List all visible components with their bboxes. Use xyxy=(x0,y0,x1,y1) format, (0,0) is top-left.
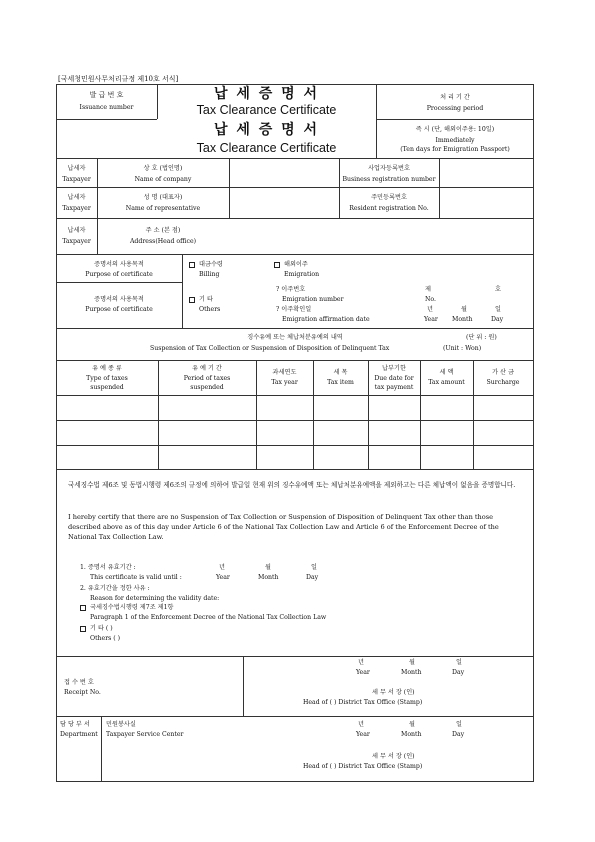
emig-year-en: Year xyxy=(424,316,438,323)
rep-label-ko: 성 명 (대표자) xyxy=(143,194,183,201)
validity-item1-ko: 1. 증명서 유효기간 : xyxy=(80,564,136,571)
issuance-label-en: Issuance number xyxy=(79,104,134,111)
statement-ko: 국세징수법 제6조 및 동법시행령 제6조의 규정에 의하여 발급일 현재 위의 징수유예액 또는 체납처분유예액을 제외하고는 다른 체납액이 없음을 증명합니다. xyxy=(68,481,516,489)
dept-year-en: Year xyxy=(356,731,370,738)
valid-month-en: Month xyxy=(258,574,279,581)
reason-decree-en: Paragraph 1 of the Enforcement Decree of the National Tax Collection Law xyxy=(90,614,327,621)
reason-others-en: Others ( ) xyxy=(90,635,121,642)
emig-year-ko: 년 xyxy=(427,306,433,313)
rep-value-field[interactable] xyxy=(230,188,339,218)
others-checkbox[interactable] xyxy=(189,297,195,303)
resid-label-ko: 주민등록번호 xyxy=(371,194,407,201)
reason-decree-ko: 국세징수법시행령 제7조 제1항 xyxy=(90,604,174,611)
immediate-note: (Ten days for Emigration Passport) xyxy=(400,146,510,153)
receipt-month-ko: 월 xyxy=(409,659,415,666)
col-taxitem-en: Tax item xyxy=(327,379,354,386)
emigration-date-ko: ? 이주확인일 xyxy=(276,306,312,313)
col-amount-ko: 세 액 xyxy=(439,369,454,376)
title-box xyxy=(157,86,376,119)
title-en: Tax Clearance Certificate xyxy=(196,103,337,117)
department-name-ko: 민원봉사실 xyxy=(106,721,136,728)
dept-month-en: Month xyxy=(401,731,422,738)
dept-year-ko: 년 xyxy=(358,721,364,728)
dept-month-ko: 월 xyxy=(409,721,415,728)
processing-label-ko: 처 리 기 간 xyxy=(440,94,470,101)
col-duedate-en: Due date for xyxy=(374,375,414,382)
immediate-en: Immediately xyxy=(435,137,475,144)
receipt-head-en: Head of ( ) District Tax Office (Stamp) xyxy=(303,699,423,706)
col-duedate-en2: tax payment xyxy=(374,384,414,391)
receipt-head-ko: 세 무 서 장 (인) xyxy=(372,689,415,696)
emigration-label-ko: 해외이주 xyxy=(284,261,308,268)
col-taxyear-ko: 과세연도 xyxy=(272,369,297,376)
col-period-en2: suspended xyxy=(190,384,224,391)
form-reference: [국세청민원사무처리규정 제10호 서식] xyxy=(58,75,179,83)
receipt-month-en: Month xyxy=(401,669,422,676)
taxpayer-label-en-3: Taxpayer xyxy=(62,238,91,245)
suspension-title-ko: 징수유예 또는 체납처분유예의 내역 xyxy=(247,334,343,341)
addr-value-field[interactable] xyxy=(230,219,533,254)
taxpayer-label-ko-2: 납세자 xyxy=(67,194,86,201)
col-type-en: Type of taxes xyxy=(86,375,128,382)
title-en-2: Tax Clearance Certificate xyxy=(196,141,337,155)
title-ko-2: 납 세 증 명 서 xyxy=(213,122,320,138)
receipt-label-en: Receipt No. xyxy=(64,689,101,696)
taxpayer-label-en-2: Taxpayer xyxy=(62,205,91,212)
processing-label-en: Processing period xyxy=(426,105,484,112)
emig-month-ko: 월 xyxy=(461,306,467,313)
col-surcharge-en: Surcharge xyxy=(486,379,520,386)
validity-item2-en: Reason for determining the validity date: xyxy=(90,595,220,602)
bizno-value-field[interactable] xyxy=(440,159,533,187)
resid-value-field[interactable] xyxy=(440,188,533,218)
addr-label-ko: 주 소 (본 점) xyxy=(145,227,181,234)
company-label-ko: 상 호 (법인명) xyxy=(143,165,183,172)
emig-day-ko: 일 xyxy=(495,306,501,313)
col-duedate-ko: 납부기한 xyxy=(382,365,406,372)
receipt-year-ko: 년 xyxy=(358,659,364,666)
suspension-title-en: Suspension of Tax Collection or Suspension of Disposition of Delinquent Tax xyxy=(150,345,390,352)
suspension-unit-en: (Unit : Won) xyxy=(443,345,482,352)
dept-day-ko: 일 xyxy=(456,721,462,728)
department-label-ko: 담 당 부 서 xyxy=(60,721,90,728)
no-suffix: 호 xyxy=(495,286,501,293)
others-label-ko: 기 타 xyxy=(199,296,213,303)
reason-others-checkbox[interactable] xyxy=(80,626,86,632)
emigration-number-en: Emigration number xyxy=(282,296,344,303)
billing-label-en: Billing xyxy=(199,271,220,278)
bizno-label-en: Business registration number xyxy=(342,176,436,183)
issuance-label-ko: 발 급 번 호 xyxy=(89,91,124,99)
department-label-en: Department xyxy=(60,731,98,738)
emigration-checkbox[interactable] xyxy=(274,262,280,268)
table-row[interactable] xyxy=(57,421,533,445)
purpose-label-en: Purpose of certificate xyxy=(85,271,153,278)
rep-label-en: Name of representative xyxy=(125,205,201,212)
no-prefix: 제 xyxy=(425,286,431,293)
col-taxyear-en: Tax year xyxy=(271,379,298,386)
others-label-en: Others xyxy=(199,306,221,313)
receipt-year-en: Year xyxy=(356,669,370,676)
col-period-en: Period of taxes xyxy=(183,375,231,382)
suspension-unit-ko: (단 위 : 원) xyxy=(466,334,497,341)
receipt-day-ko: 일 xyxy=(456,659,462,666)
validity-item2-ko: 2. 유효기간을 정한 사유 : xyxy=(80,585,150,592)
reason-decree-checkbox[interactable] xyxy=(80,605,86,611)
dept-head-en: Head of ( ) District Tax Office (Stamp) xyxy=(303,763,423,770)
col-amount-en: Tax amount xyxy=(428,379,465,386)
company-label-en: Name of company xyxy=(134,176,192,183)
validity-item1-en: This certificate is valid until : xyxy=(90,574,182,581)
table-row[interactable] xyxy=(57,396,533,420)
reason-others-ko: 기 타 ( ) xyxy=(90,625,113,632)
emigration-number-ko: ? 이주번호 xyxy=(276,286,306,293)
col-type-ko: 유 예 종 류 xyxy=(92,365,122,372)
taxpayer-label-ko: 납세자 xyxy=(67,165,86,172)
valid-year-ko: 년 xyxy=(219,564,225,571)
department-name-en: Taxpayer Service Center xyxy=(106,731,184,738)
receipt-label-ko: 접 수 번 호 xyxy=(64,679,94,686)
immediate-ko: 즉 시 (단, 해외이주용: 10일) xyxy=(415,126,495,133)
title-box-duplicate xyxy=(157,122,376,158)
purpose-label-ko: 증명서의 사용목적 xyxy=(94,261,144,268)
no-en: No. xyxy=(425,296,436,303)
col-taxitem-ko: 세 목 xyxy=(333,369,348,376)
col-surcharge-ko: 가 산 금 xyxy=(492,369,514,376)
emigration-label-en: Emigration xyxy=(284,271,320,278)
valid-day-ko: 일 xyxy=(311,564,317,571)
emigration-date-en: Emigration affirmation date xyxy=(282,316,370,323)
addr-label-en: Address(Head office) xyxy=(129,238,197,245)
billing-checkbox[interactable] xyxy=(189,262,195,268)
table-row[interactable] xyxy=(57,446,533,469)
receipt-day-en: Day xyxy=(452,669,465,676)
dept-day-en: Day xyxy=(452,731,465,738)
company-value-field[interactable] xyxy=(230,159,339,187)
taxpayer-label-ko-3: 납세자 xyxy=(67,227,86,234)
purpose-label-en-2: Purpose of certificate xyxy=(85,306,153,313)
billing-label-ko: 대금수령 xyxy=(199,261,223,268)
statement-en: I hereby certify that there are no Suspension of Tax Collection or Suspension of Disposition of Delinquent Tax other than those described above as of this day under Article 6 of the National Tax Collection Law and Article 6 of the Enforcement Decree of the National Tax Collection Law. xyxy=(68,513,499,541)
resid-label-en: Resident registration No. xyxy=(349,205,429,212)
emig-month-en: Month xyxy=(452,316,473,323)
title-ko: 납 세 증 명 서 xyxy=(213,86,320,102)
valid-month-ko: 월 xyxy=(265,564,271,571)
dept-head-ko: 세 무 서 장 (인) xyxy=(372,753,415,760)
taxpayer-label-en: Taxpayer xyxy=(62,176,91,183)
col-type-en2: suspended xyxy=(90,384,124,391)
emig-day-en: Day xyxy=(491,316,504,323)
col-period-ko: 유 예 기 간 xyxy=(192,365,222,372)
bizno-label-ko: 사업자등록번호 xyxy=(368,165,410,172)
purpose-label-ko-2: 증명서의 사용목적 xyxy=(94,296,144,303)
valid-day-en: Day xyxy=(306,574,319,581)
valid-year-en: Year xyxy=(216,574,230,581)
